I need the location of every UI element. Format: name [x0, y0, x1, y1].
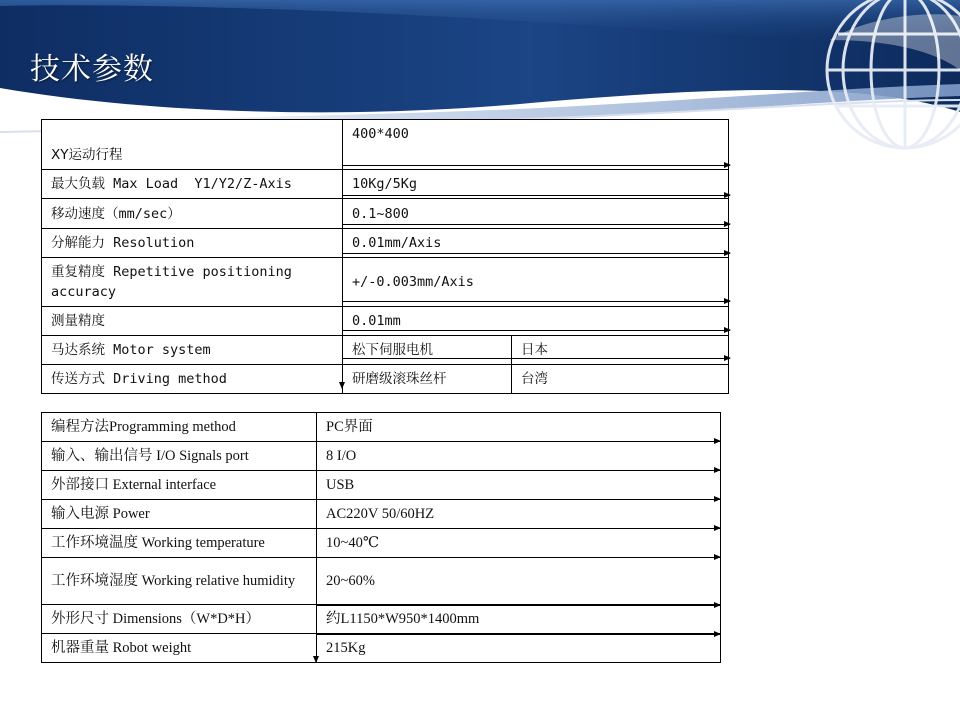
spec-value: 8 I/O [317, 442, 721, 471]
arrow-icon [316, 528, 720, 529]
spec-label: 外部接口 External interface [42, 471, 317, 500]
arrow-icon [316, 441, 720, 442]
spec-label: 最大负载 Max Load Y1/Y2/Z-Axis [42, 170, 343, 199]
arrow-icon [316, 605, 720, 606]
table-row [42, 471, 721, 500]
spec-label: 马达系统 Motor system [42, 336, 343, 365]
spec-label: 机器重量 Robot weight [42, 634, 317, 663]
arrow-icon [316, 634, 720, 635]
spec-label: 工作环境湿度 Working relative humidity [42, 558, 317, 605]
table-row [42, 307, 729, 336]
arrow-icon [316, 557, 720, 558]
spec-label: 传送方式 Driving method [42, 365, 343, 394]
spec-label: 输入电源 Power [42, 500, 317, 529]
spec-label: 输入、输出信号 I/O Signals port [42, 442, 317, 471]
spec-label: 工作环境温度 Working temperature [42, 529, 317, 558]
spec-value: PC界面 [317, 413, 721, 442]
table-row [42, 365, 729, 394]
arrow-icon [342, 358, 730, 359]
spec-value: 215Kg [317, 634, 721, 663]
table-row [42, 529, 721, 558]
spec-label: 编程方法Programming method [42, 413, 317, 442]
spec-origin: 日本 [512, 336, 729, 365]
arrow-icon [342, 253, 730, 254]
spec-label: 测量精度 [42, 307, 343, 336]
table-row [42, 442, 721, 471]
spec-value: 10Kg/5Kg [343, 170, 729, 199]
spec-label: XY运动行程 [42, 120, 343, 170]
spec-label: 分解能力 Resolution [42, 229, 343, 258]
spec-value: 0.01mm/Axis [343, 229, 729, 258]
spec-value: AC220V 50/60HZ [317, 500, 721, 529]
table-row [42, 258, 729, 307]
arrow-icon [316, 499, 720, 500]
table-row [42, 558, 721, 605]
arrow-icon [342, 301, 730, 302]
spec-label: 移动速度（mm/sec） [42, 199, 343, 229]
page-title: 技术参数 [30, 52, 154, 87]
spec-value: 400*400 [343, 120, 729, 170]
table-row [42, 500, 721, 529]
arrow-icon [316, 470, 720, 471]
spec-label: 外形尺寸 Dimensions（W*D*H） [42, 605, 317, 634]
table-row [42, 634, 721, 663]
spec-value: 0.01mm [343, 307, 729, 336]
spec-value: +/-0.003mm/Axis [343, 258, 729, 307]
spec-origin: 台湾 [512, 365, 729, 394]
spec-table-mechanical [41, 119, 729, 394]
table-row [42, 120, 729, 170]
spec-value: 约L1150*W950*1400mm [317, 605, 721, 634]
table-row [42, 413, 721, 442]
arrow-icon [342, 224, 730, 225]
spec-label: 重复精度 Repetitive positioning accuracy [42, 258, 343, 307]
spec-value: 0.1~800 [343, 199, 729, 229]
spec-value: USB [317, 471, 721, 500]
arrow-icon [342, 330, 730, 331]
table-row [42, 336, 729, 365]
spec-value: 20~60% [317, 558, 721, 605]
table-row [42, 605, 721, 634]
arrow-icon [342, 195, 730, 196]
down-arrow-icon [342, 366, 343, 388]
arrow-icon [342, 165, 730, 166]
spec-value: 10~40℃ [317, 529, 721, 558]
spec-value: 研磨级滚珠丝杆 [343, 365, 512, 394]
down-arrow-icon [316, 640, 317, 662]
spec-table-electrical [41, 412, 721, 663]
spec-value: 松下伺服电机 [343, 336, 512, 365]
